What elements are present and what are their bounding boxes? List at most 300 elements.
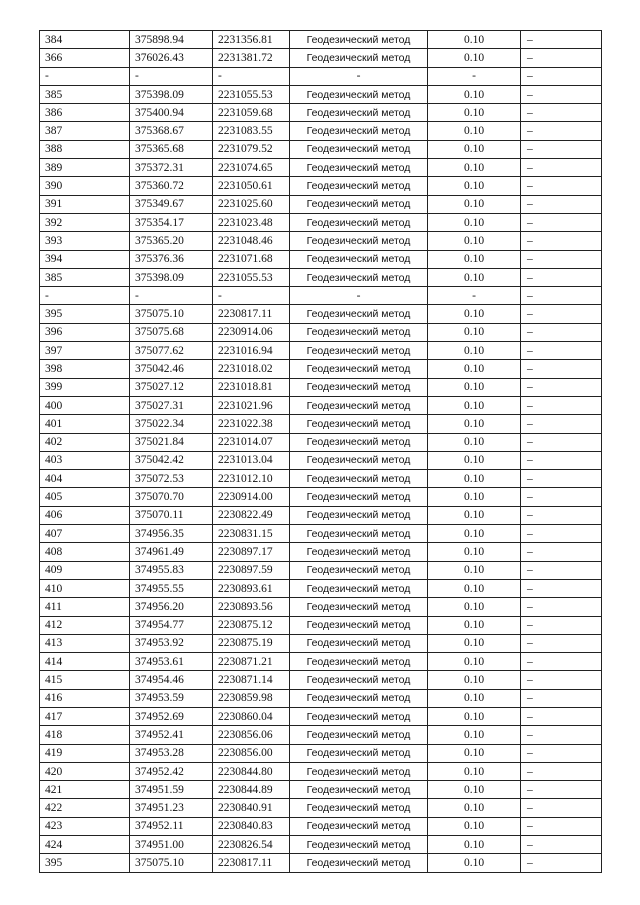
accuracy-cell: 0.10 — [428, 653, 521, 671]
description-cell: – — [521, 122, 602, 140]
point-number-cell: 420 — [40, 762, 130, 780]
point-number-cell: 385 — [40, 85, 130, 103]
description-cell: – — [521, 31, 602, 49]
accuracy-cell: 0.10 — [428, 122, 521, 140]
table-row — [40, 268, 602, 286]
coordinates-table-body — [40, 31, 602, 873]
point-number-cell: 391 — [40, 195, 130, 213]
x-coordinate-cell: 375042.46 — [130, 360, 213, 378]
x-coordinate-cell: 374951.00 — [130, 836, 213, 854]
accuracy-cell: 0.10 — [428, 634, 521, 652]
y-coordinate-cell: 2230914.06 — [213, 323, 290, 341]
method-cell: Геодезический метод — [290, 305, 428, 323]
x-coordinate-cell: 375022.34 — [130, 415, 213, 433]
accuracy-cell: 0.10 — [428, 323, 521, 341]
method-cell: Геодезический метод — [290, 817, 428, 835]
description-cell: – — [521, 85, 602, 103]
table-row — [40, 671, 602, 689]
table-row — [40, 506, 602, 524]
description-cell: – — [521, 268, 602, 286]
point-number-cell: 395 — [40, 305, 130, 323]
accuracy-cell: 0.10 — [428, 488, 521, 506]
description-cell: – — [521, 177, 602, 195]
y-coordinate-cell: 2230860.04 — [213, 707, 290, 725]
accuracy-cell: 0.10 — [428, 579, 521, 597]
table-row — [40, 598, 602, 616]
method-cell: Геодезический метод — [290, 653, 428, 671]
description-cell: – — [521, 799, 602, 817]
accuracy-cell: 0.10 — [428, 49, 521, 67]
point-number-cell: 411 — [40, 598, 130, 616]
accuracy-cell: 0.10 — [428, 104, 521, 122]
accuracy-cell: 0.10 — [428, 177, 521, 195]
table-row — [40, 159, 602, 177]
x-coordinate-cell: 375400.94 — [130, 104, 213, 122]
table-row — [40, 177, 602, 195]
x-coordinate-cell: - — [130, 287, 213, 305]
x-coordinate-cell: 375372.31 — [130, 159, 213, 177]
description-cell: – — [521, 762, 602, 780]
description-cell: – — [521, 707, 602, 725]
accuracy-cell: 0.10 — [428, 85, 521, 103]
x-coordinate-cell: 375354.17 — [130, 213, 213, 231]
y-coordinate-cell: 2231018.81 — [213, 378, 290, 396]
method-cell: Геодезический метод — [290, 31, 428, 49]
point-number-cell: 407 — [40, 525, 130, 543]
y-coordinate-cell: 2231381.72 — [213, 49, 290, 67]
y-coordinate-cell: 2230831.15 — [213, 525, 290, 543]
accuracy-cell: 0.10 — [428, 525, 521, 543]
accuracy-cell: 0.10 — [428, 744, 521, 762]
description-cell: – — [521, 543, 602, 561]
method-cell: Геодезический метод — [290, 579, 428, 597]
x-coordinate-cell: 375072.53 — [130, 470, 213, 488]
table-row — [40, 195, 602, 213]
y-coordinate-cell: 2230897.17 — [213, 543, 290, 561]
point-number-cell: 416 — [40, 689, 130, 707]
y-coordinate-cell: - — [213, 287, 290, 305]
point-number-cell: 414 — [40, 653, 130, 671]
y-coordinate-cell: 2230826.54 — [213, 836, 290, 854]
point-number-cell: 388 — [40, 140, 130, 158]
method-cell: Геодезический метод — [290, 268, 428, 286]
y-coordinate-cell: 2231055.53 — [213, 268, 290, 286]
accuracy-cell: 0.10 — [428, 470, 521, 488]
table-row — [40, 232, 602, 250]
accuracy-cell: 0.10 — [428, 268, 521, 286]
description-cell: – — [521, 470, 602, 488]
table-row — [40, 836, 602, 854]
point-number-cell: 410 — [40, 579, 130, 597]
point-number-cell: 412 — [40, 616, 130, 634]
point-number-cell: 415 — [40, 671, 130, 689]
table-row — [40, 85, 602, 103]
y-coordinate-cell: 2230859.98 — [213, 689, 290, 707]
method-cell: Геодезический метод — [290, 195, 428, 213]
description-cell: – — [521, 451, 602, 469]
description-cell: – — [521, 378, 602, 396]
table-row — [40, 726, 602, 744]
y-coordinate-cell: 2231055.53 — [213, 85, 290, 103]
table-row — [40, 31, 602, 49]
x-coordinate-cell: 375042.42 — [130, 451, 213, 469]
x-coordinate-cell: 374954.46 — [130, 671, 213, 689]
x-coordinate-cell: 375021.84 — [130, 433, 213, 451]
method-cell: Геодезический метод — [290, 634, 428, 652]
y-coordinate-cell: 2230817.11 — [213, 854, 290, 872]
x-coordinate-cell: 375349.67 — [130, 195, 213, 213]
x-coordinate-cell: 374952.42 — [130, 762, 213, 780]
point-number-cell: 384 — [40, 31, 130, 49]
accuracy-cell: 0.10 — [428, 140, 521, 158]
table-row — [40, 360, 602, 378]
method-cell: Геодезический метод — [290, 451, 428, 469]
table-row — [40, 689, 602, 707]
table-row — [40, 579, 602, 597]
x-coordinate-cell: 375070.70 — [130, 488, 213, 506]
description-cell: – — [521, 360, 602, 378]
x-coordinate-cell: 375365.20 — [130, 232, 213, 250]
point-number-cell: 423 — [40, 817, 130, 835]
y-coordinate-cell: 2230893.56 — [213, 598, 290, 616]
accuracy-cell: 0.10 — [428, 415, 521, 433]
description-cell: – — [521, 488, 602, 506]
method-cell: Геодезический метод — [290, 433, 428, 451]
method-cell: Геодезический метод — [290, 854, 428, 872]
x-coordinate-cell: 375075.10 — [130, 305, 213, 323]
method-cell: Геодезический метод — [290, 744, 428, 762]
point-number-cell: 393 — [40, 232, 130, 250]
y-coordinate-cell: 2230840.83 — [213, 817, 290, 835]
point-number-cell: 418 — [40, 726, 130, 744]
y-coordinate-cell: 2231083.55 — [213, 122, 290, 140]
table-row — [40, 140, 602, 158]
x-coordinate-cell: 375398.09 — [130, 268, 213, 286]
accuracy-cell: 0.10 — [428, 561, 521, 579]
method-cell: Геодезический метод — [290, 85, 428, 103]
table-row — [40, 396, 602, 414]
y-coordinate-cell: 2231071.68 — [213, 250, 290, 268]
method-cell: Геодезический метод — [290, 561, 428, 579]
y-coordinate-cell: 2230871.21 — [213, 653, 290, 671]
table-row — [40, 104, 602, 122]
x-coordinate-cell: 374953.28 — [130, 744, 213, 762]
point-number-cell: - — [40, 287, 130, 305]
accuracy-cell: 0.10 — [428, 451, 521, 469]
description-cell: – — [521, 561, 602, 579]
x-coordinate-cell: 375027.12 — [130, 378, 213, 396]
coordinates-table — [39, 30, 602, 873]
description-cell: – — [521, 854, 602, 872]
method-cell: - — [290, 287, 428, 305]
method-cell: Геодезический метод — [290, 378, 428, 396]
method-cell: Геодезический метод — [290, 488, 428, 506]
y-coordinate-cell: 2231050.61 — [213, 177, 290, 195]
table-row — [40, 799, 602, 817]
method-cell: Геодезический метод — [290, 470, 428, 488]
method-cell: Геодезический метод — [290, 122, 428, 140]
x-coordinate-cell: - — [130, 67, 213, 85]
method-cell: - — [290, 67, 428, 85]
y-coordinate-cell: 2231059.68 — [213, 104, 290, 122]
point-number-cell: 404 — [40, 470, 130, 488]
description-cell: – — [521, 287, 602, 305]
method-cell: Геодезический метод — [290, 250, 428, 268]
description-cell: – — [521, 323, 602, 341]
x-coordinate-cell: 375070.11 — [130, 506, 213, 524]
method-cell: Геодезический метод — [290, 360, 428, 378]
description-cell: – — [521, 525, 602, 543]
point-number-cell: - — [40, 67, 130, 85]
point-number-cell: 419 — [40, 744, 130, 762]
description-cell: – — [521, 579, 602, 597]
method-cell: Геодезический метод — [290, 49, 428, 67]
accuracy-cell: 0.10 — [428, 543, 521, 561]
x-coordinate-cell: 375360.72 — [130, 177, 213, 195]
accuracy-cell: 0.10 — [428, 342, 521, 360]
description-cell: – — [521, 213, 602, 231]
point-number-cell: 386 — [40, 104, 130, 122]
x-coordinate-cell: 374955.83 — [130, 561, 213, 579]
y-coordinate-cell: 2230817.11 — [213, 305, 290, 323]
point-number-cell: 405 — [40, 488, 130, 506]
method-cell: Геодезический метод — [290, 799, 428, 817]
method-cell: Геодезический метод — [290, 836, 428, 854]
method-cell: Геодезический метод — [290, 525, 428, 543]
accuracy-cell: 0.10 — [428, 762, 521, 780]
x-coordinate-cell: 375365.68 — [130, 140, 213, 158]
table-row — [40, 634, 602, 652]
y-coordinate-cell: 2231079.52 — [213, 140, 290, 158]
method-cell: Геодезический метод — [290, 689, 428, 707]
x-coordinate-cell: 374955.55 — [130, 579, 213, 597]
accuracy-cell: 0.10 — [428, 817, 521, 835]
accuracy-cell: 0.10 — [428, 836, 521, 854]
y-coordinate-cell: 2231022.38 — [213, 415, 290, 433]
description-cell: – — [521, 781, 602, 799]
table-row — [40, 488, 602, 506]
accuracy-cell: - — [428, 287, 521, 305]
table-row — [40, 250, 602, 268]
method-cell: Геодезический метод — [290, 159, 428, 177]
point-number-cell: 401 — [40, 415, 130, 433]
accuracy-cell: 0.10 — [428, 195, 521, 213]
table-row — [40, 854, 602, 872]
method-cell: Геодезический метод — [290, 616, 428, 634]
x-coordinate-cell: 374951.59 — [130, 781, 213, 799]
accuracy-cell: 0.10 — [428, 433, 521, 451]
table-row — [40, 561, 602, 579]
method-cell: Геодезический метод — [290, 140, 428, 158]
method-cell: Геодезический метод — [290, 671, 428, 689]
point-number-cell: 389 — [40, 159, 130, 177]
method-cell: Геодезический метод — [290, 342, 428, 360]
accuracy-cell: - — [428, 67, 521, 85]
y-coordinate-cell: 2231014.07 — [213, 433, 290, 451]
y-coordinate-cell: 2231013.04 — [213, 451, 290, 469]
point-number-cell: 413 — [40, 634, 130, 652]
table-row — [40, 287, 602, 305]
x-coordinate-cell: 374952.11 — [130, 817, 213, 835]
x-coordinate-cell: 375376.36 — [130, 250, 213, 268]
description-cell: – — [521, 689, 602, 707]
table-row — [40, 342, 602, 360]
point-number-cell: 402 — [40, 433, 130, 451]
accuracy-cell: 0.10 — [428, 671, 521, 689]
description-cell: – — [521, 634, 602, 652]
accuracy-cell: 0.10 — [428, 689, 521, 707]
accuracy-cell: 0.10 — [428, 159, 521, 177]
description-cell: – — [521, 49, 602, 67]
description-cell: – — [521, 653, 602, 671]
description-cell: – — [521, 415, 602, 433]
y-coordinate-cell: 2230875.12 — [213, 616, 290, 634]
y-coordinate-cell: 2230871.14 — [213, 671, 290, 689]
accuracy-cell: 0.10 — [428, 616, 521, 634]
accuracy-cell: 0.10 — [428, 707, 521, 725]
accuracy-cell: 0.10 — [428, 378, 521, 396]
y-coordinate-cell: 2231021.96 — [213, 396, 290, 414]
table-row — [40, 781, 602, 799]
y-coordinate-cell: 2230914.00 — [213, 488, 290, 506]
table-row — [40, 415, 602, 433]
point-number-cell: 408 — [40, 543, 130, 561]
y-coordinate-cell: 2231074.65 — [213, 159, 290, 177]
table-row — [40, 762, 602, 780]
accuracy-cell: 0.10 — [428, 598, 521, 616]
table-row — [40, 378, 602, 396]
y-coordinate-cell: - — [213, 67, 290, 85]
method-cell: Геодезический метод — [290, 213, 428, 231]
y-coordinate-cell: 2230856.00 — [213, 744, 290, 762]
description-cell: – — [521, 140, 602, 158]
table-row — [40, 653, 602, 671]
point-number-cell: 387 — [40, 122, 130, 140]
x-coordinate-cell: 374953.92 — [130, 634, 213, 652]
table-row — [40, 744, 602, 762]
x-coordinate-cell: 374961.49 — [130, 543, 213, 561]
description-cell: – — [521, 396, 602, 414]
table-row — [40, 616, 602, 634]
accuracy-cell: 0.10 — [428, 250, 521, 268]
x-coordinate-cell: 374954.77 — [130, 616, 213, 634]
table-row — [40, 543, 602, 561]
y-coordinate-cell: 2231023.48 — [213, 213, 290, 231]
method-cell: Геодезический метод — [290, 598, 428, 616]
method-cell: Геодезический метод — [290, 781, 428, 799]
description-cell: – — [521, 195, 602, 213]
description-cell: – — [521, 598, 602, 616]
x-coordinate-cell: 374953.61 — [130, 653, 213, 671]
table-row — [40, 122, 602, 140]
accuracy-cell: 0.10 — [428, 360, 521, 378]
method-cell: Геодезический метод — [290, 543, 428, 561]
point-number-cell: 390 — [40, 177, 130, 195]
table-row — [40, 305, 602, 323]
method-cell: Геодезический метод — [290, 415, 428, 433]
table-row — [40, 451, 602, 469]
x-coordinate-cell: 374952.69 — [130, 707, 213, 725]
method-cell: Геодезический метод — [290, 177, 428, 195]
accuracy-cell: 0.10 — [428, 726, 521, 744]
point-number-cell: 421 — [40, 781, 130, 799]
description-cell: – — [521, 104, 602, 122]
x-coordinate-cell: 376026.43 — [130, 49, 213, 67]
description-cell: – — [521, 342, 602, 360]
table-row — [40, 707, 602, 725]
x-coordinate-cell: 375077.62 — [130, 342, 213, 360]
description-cell: – — [521, 250, 602, 268]
description-cell: – — [521, 506, 602, 524]
table-row — [40, 323, 602, 341]
point-number-cell: 424 — [40, 836, 130, 854]
point-number-cell: 409 — [40, 561, 130, 579]
x-coordinate-cell: 375898.94 — [130, 31, 213, 49]
accuracy-cell: 0.10 — [428, 854, 521, 872]
y-coordinate-cell: 2230822.49 — [213, 506, 290, 524]
accuracy-cell: 0.10 — [428, 213, 521, 231]
method-cell: Геодезический метод — [290, 726, 428, 744]
y-coordinate-cell: 2230844.89 — [213, 781, 290, 799]
y-coordinate-cell: 2230893.61 — [213, 579, 290, 597]
point-number-cell: 394 — [40, 250, 130, 268]
description-cell: – — [521, 744, 602, 762]
x-coordinate-cell: 374956.35 — [130, 525, 213, 543]
x-coordinate-cell: 374953.59 — [130, 689, 213, 707]
y-coordinate-cell: 2230875.19 — [213, 634, 290, 652]
x-coordinate-cell: 374952.41 — [130, 726, 213, 744]
method-cell: Геодезический метод — [290, 396, 428, 414]
point-number-cell: 366 — [40, 49, 130, 67]
y-coordinate-cell: 2230897.59 — [213, 561, 290, 579]
method-cell: Геодезический метод — [290, 506, 428, 524]
description-cell: – — [521, 159, 602, 177]
x-coordinate-cell: 375398.09 — [130, 85, 213, 103]
method-cell: Геодезический метод — [290, 104, 428, 122]
table-row — [40, 67, 602, 85]
y-coordinate-cell: 2230844.80 — [213, 762, 290, 780]
point-number-cell: 399 — [40, 378, 130, 396]
point-number-cell: 396 — [40, 323, 130, 341]
accuracy-cell: 0.10 — [428, 781, 521, 799]
x-coordinate-cell: 374956.20 — [130, 598, 213, 616]
table-row — [40, 525, 602, 543]
description-cell: – — [521, 433, 602, 451]
table-row — [40, 433, 602, 451]
point-number-cell: 403 — [40, 451, 130, 469]
description-cell: – — [521, 836, 602, 854]
method-cell: Геодезический метод — [290, 707, 428, 725]
y-coordinate-cell: 2231012.10 — [213, 470, 290, 488]
y-coordinate-cell: 2231356.81 — [213, 31, 290, 49]
description-cell: – — [521, 232, 602, 250]
accuracy-cell: 0.10 — [428, 305, 521, 323]
table-row — [40, 49, 602, 67]
table-row — [40, 470, 602, 488]
table-row — [40, 817, 602, 835]
y-coordinate-cell: 2230856.06 — [213, 726, 290, 744]
accuracy-cell: 0.10 — [428, 799, 521, 817]
point-number-cell: 406 — [40, 506, 130, 524]
point-number-cell: 400 — [40, 396, 130, 414]
point-number-cell: 422 — [40, 799, 130, 817]
description-cell: – — [521, 817, 602, 835]
x-coordinate-cell: 375075.10 — [130, 854, 213, 872]
x-coordinate-cell: 375368.67 — [130, 122, 213, 140]
y-coordinate-cell: 2231018.02 — [213, 360, 290, 378]
y-coordinate-cell: 2231025.60 — [213, 195, 290, 213]
point-number-cell: 395 — [40, 854, 130, 872]
